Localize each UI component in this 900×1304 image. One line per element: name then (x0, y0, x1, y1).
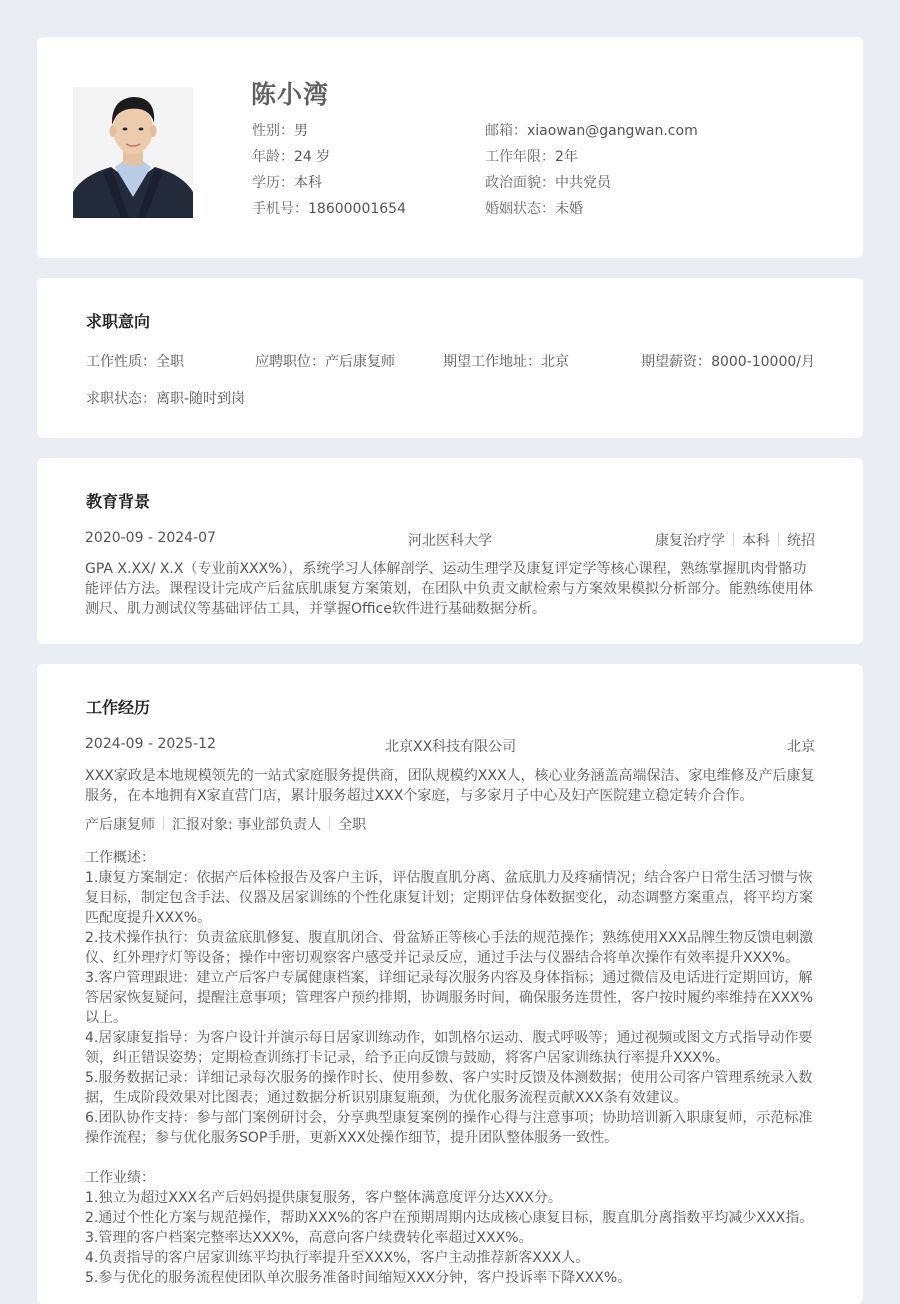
education-card (37, 458, 863, 644)
work-city: 北京 (787, 739, 815, 755)
education-period: 2020-09 - 2024-07 (85, 530, 216, 546)
work-experience-card (37, 664, 863, 1304)
achievement-item: 1.独立为超过XXX名产后妈妈提供康复服务，客户整体满意度评分达XXX分。 (85, 1190, 562, 1206)
age-label: 年龄： (252, 149, 294, 165)
education-value: 本科 (294, 175, 322, 191)
section-title-work: 工作经历 (86, 698, 151, 717)
position-label: 应聘职位： (255, 354, 325, 370)
politics-value: 中共党员 (555, 175, 611, 191)
age-value: 24 岁 (294, 149, 331, 165)
position-field (255, 351, 395, 371)
marital-value: 未婚 (555, 201, 583, 217)
job-status-value: 离职-随时到岗 (156, 391, 246, 407)
location-field (443, 351, 569, 371)
degree-value: 本科 (742, 533, 770, 549)
job-status-field (86, 388, 245, 408)
gender-value: 男 (294, 123, 308, 139)
salary-label: 期望薪资： (641, 354, 712, 370)
overview-item: 6.团队协作支持：参与部门案例研讨会，分享典型康复案例的操作心得与注意事项；协助培训新入职康复师，示范标准操作流程；参与优化服务SOP手册，更新XXX处操作细节，提升团队整体服务一致性。 (85, 1110, 813, 1146)
phone-field (252, 198, 406, 218)
marital-field (485, 198, 583, 218)
email-value: xiaowan@gangwan.com (527, 123, 698, 139)
age-field (252, 146, 330, 166)
education-description: GPA X.XX/ X.X（专业前XXX%），系统学习人体解剖学、运动生理学及康复评定学等核心课程，熟练掌握肌肉骨骼功能评估方法。课程设计完成产后盆底肌康复方案策划，在团队中负责文献检索与方案效果模拟分析部分。能熟练使用体测尺、肌力测试仪等基础评估工具，并掌握Office软件进行基础数据分析。 (85, 561, 813, 617)
education-label: 学历： (252, 175, 294, 191)
candidate-name: 陈小湾 (251, 80, 330, 109)
divider (733, 533, 734, 546)
divider (329, 817, 330, 830)
role-tags (85, 814, 366, 834)
overview-item: 3.客户管理跟进：建立产后客户专属健康档案，详细记录每次服务内容及身体指标；通过微信及电话进行定期回访，解答居家恢复疑问，提醒注意事项；管理客户预约排期，协调服务时间，确保服务连贯性，客户按时履约率维持在XXX%以上。 (85, 970, 814, 1026)
study-mode-value: 统招 (787, 533, 815, 549)
work-type-label: 工作性质： (86, 354, 156, 370)
gender-field (252, 120, 308, 140)
position-value: 产后康复师 (325, 354, 395, 370)
marital-label: 婚姻状态： (485, 201, 555, 217)
work-type-value: 全职 (156, 354, 184, 370)
section-title-education: 教育背景 (86, 492, 151, 511)
salary-value: 8000-10000/月 (711, 354, 815, 370)
years-value: 2年 (555, 149, 578, 165)
section-title-intent: 求职意向 (86, 312, 151, 331)
divider (778, 533, 779, 546)
job-type-value: 全职 (338, 817, 367, 833)
job-status-label: 求职状态： (86, 391, 156, 407)
achievement-item: 5.参与优化的服务流程使团队单次服务准备时间缩短XXX分钟，客户投诉率下降XXX%。 (85, 1270, 632, 1286)
education-tags (655, 530, 815, 550)
politics-field (485, 172, 611, 192)
education-field (252, 172, 322, 192)
email-field (485, 120, 698, 140)
overview-item: 2.技术操作执行：负责盆底肌修复、腹直肌闭合、骨盆矫正等核心手法的规范操作；熟练使用XXX品牌生物反馈电刺激仪、红外理疗灯等设备；操作中密切观察客户感受并记录反应，通过手法与仪器结合将单次操作有效率提升XXX%。 (85, 930, 814, 966)
spacer (85, 1148, 817, 1168)
location-value: 北京 (541, 354, 569, 370)
overview-item: 5.服务数据记录：详细记录每次服务的操作时长、使用参数、客户实时反馈及体测数据；使用公司客户管理系统录入数据，生成阶段效果对比图表；通过数据分析识别康复瓶颈，为优化服务流程贡献XXX条有效建议。 (85, 1070, 813, 1106)
overview-heading: 工作概述： (85, 850, 155, 866)
politics-label: 政治面貌： (485, 175, 555, 191)
phone-label: 手机号： (252, 201, 308, 217)
avatar (73, 87, 193, 218)
job-intent-card (37, 278, 863, 438)
overview-item: 1.康复方案制定：依据产后体检报告及客户主诉，评估腹直肌分离、盆底肌力及疼痛情况；结合客户日常生活习惯与恢复目标，制定包含手法、仪器及居家训练的个性化康复计划；定期评估身体数据变化，动态调整方案重点，将平均方案匹配度提升XXX%。 (85, 870, 813, 926)
email-label: 邮箱： (485, 123, 527, 139)
overview-item: 4.居家康复指导：为客户设计并演示每日居家训练动作，如凯格尔运动、腹式呼吸等；通过视频或图文方式指导动作要领，纠正错误姿势；定期检查训练打卡记录，给予正向反馈与鼓励，将客户居家训练执行率提升XXX%。 (85, 1030, 813, 1066)
achievement-item: 3.管理的客户档案完整率达XXX%，高意向客户续费转化率超过XXX%。 (85, 1230, 533, 1246)
years-label: 工作年限： (485, 149, 555, 165)
company-description: XXX家政是本地规模领先的一站式家庭服务提供商，团队规模约XXX人，核心业务涵盖高端保洁、家电维修及产后康复服务，在本地拥有X家直营门店，累计服务超过XXX个家庭，与多家月子中心及妇产医院建立稳定转介合作。 (85, 768, 815, 804)
report-to-value: 汇报对象: 事业部负责人 (172, 817, 322, 833)
company-name: 北京XX科技有限公司 (385, 739, 517, 755)
achievement-item: 4.负责指导的客户居家训练平均执行率提升至XXX%，客户主动推荐新客XXX人。 (85, 1250, 590, 1266)
divider (163, 817, 164, 830)
phone-value: 18600001654 (308, 201, 406, 217)
achievement-item: 2.通过个性化方案与规范操作，帮助XXX%的客户在预期周期内达成核心康复目标，腹直肌分离指数平均减少XXX指。 (85, 1210, 814, 1226)
gender-label: 性别： (252, 123, 294, 139)
school-name: 河北医科大学 (408, 533, 492, 549)
achievements-heading: 工作业绩： (85, 1170, 155, 1186)
work-type-field (86, 351, 184, 371)
work-overview (85, 848, 817, 1288)
profile-card (37, 37, 863, 258)
location-label: 期望工作地址： (443, 354, 541, 370)
major-value: 康复治疗学 (655, 533, 725, 549)
years-field (485, 146, 578, 166)
work-period: 2024-09 - 2025-12 (85, 736, 216, 752)
salary-field (641, 351, 815, 371)
role-value: 产后康复师 (85, 817, 155, 833)
